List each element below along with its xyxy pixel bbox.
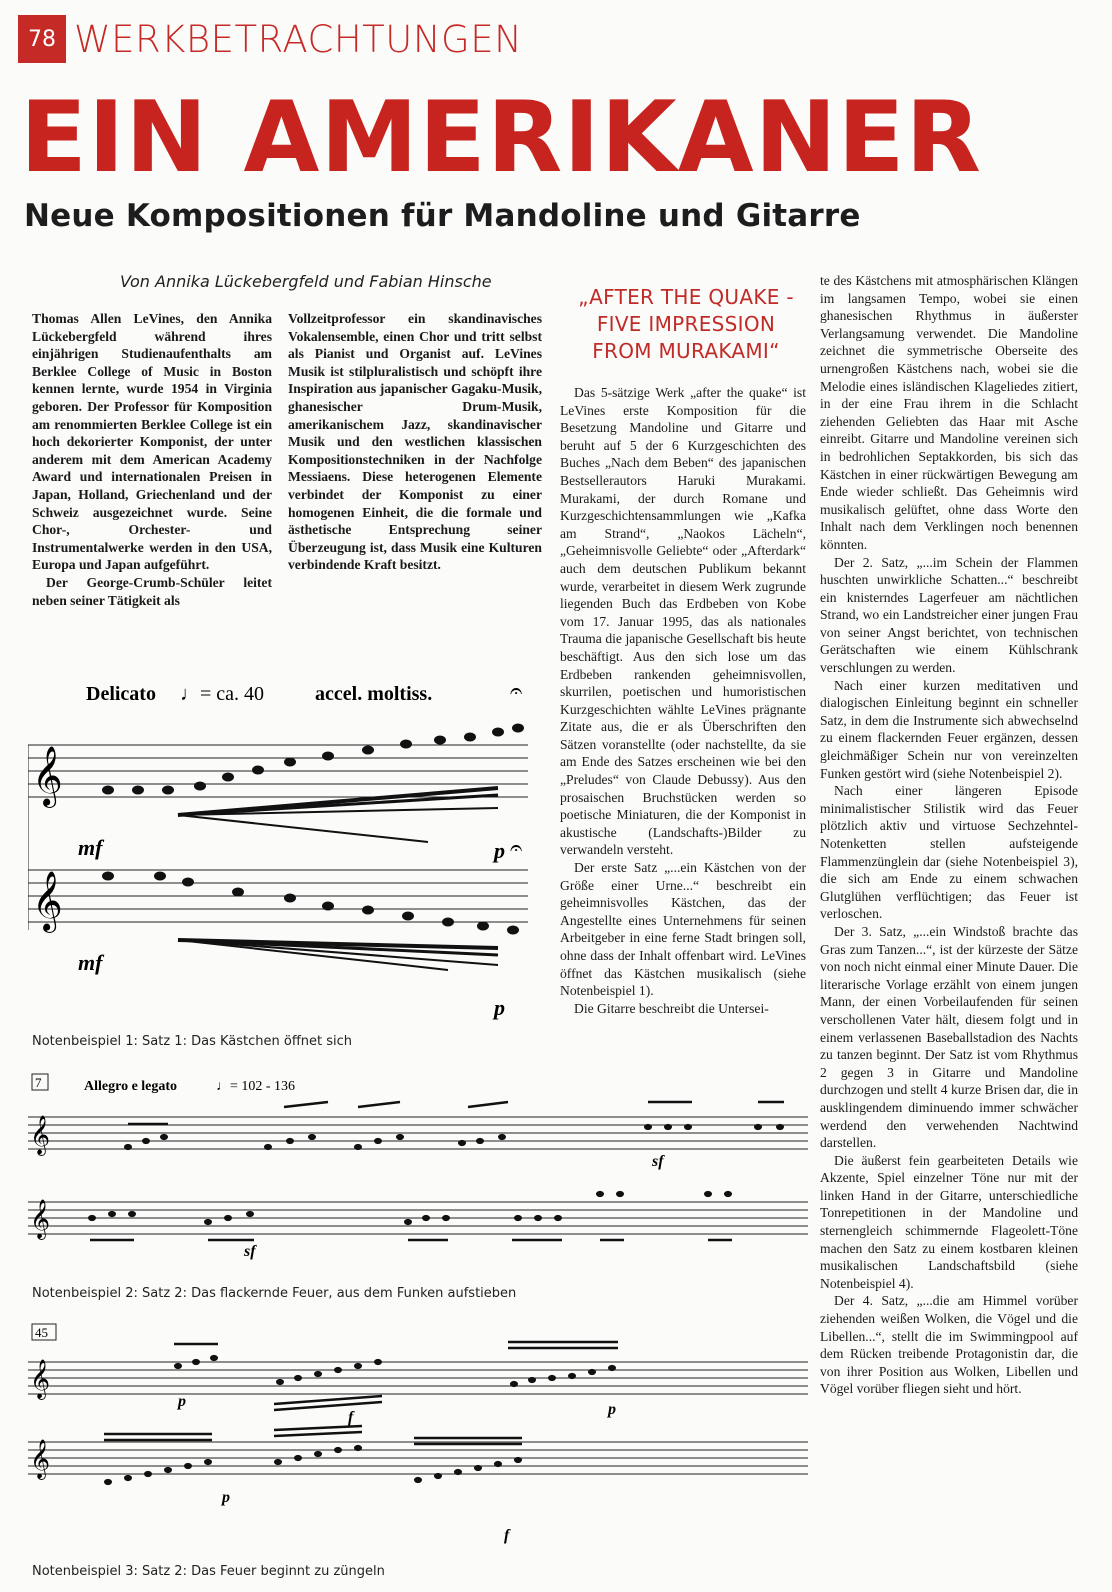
section-heading: „AFTER THE QUAKE - FIVE IMPRESSION FROM MURAKAMI“ bbox=[578, 285, 794, 363]
fermata-icon: 𝄐 bbox=[510, 678, 523, 703]
article-subtitle: Neue Kompositionen für Mandoline und Gitarre bbox=[24, 198, 861, 234]
paragraph: Thomas Allen LeVines, den Annika Lückebergfeld während ihres einjährigen Studienaufenthalts am Berklee College of Music in Boston kennen lernte, wurde 1954 in Virginia geboren. Der Professor für Komposition am renommierten Berklee College ist ein hoch dekorierter Komponist, der unter anderem mit dem American Academy Award und internationalen Preisen in Japan, Holland, Griechenland und der Schweiz ausgezeichnet wurde. Seine Chor-, Orchester- und Instrumentalwerke werden in den USA, Europa und Japan aufgeführt. bbox=[32, 311, 272, 573]
dynamic-marking: sf bbox=[244, 1243, 256, 1260]
caption-example-2: Notenbeispiel 2: Satz 2: Das flackernde Feuer, aus dem Funken aufstieben bbox=[32, 1286, 517, 1301]
dynamic-marking: sf bbox=[652, 1153, 664, 1170]
notes-lower bbox=[89, 1191, 733, 1240]
staff-upper bbox=[28, 745, 528, 930]
paragraph: Vollzeitprofessor ein skandinavisches Vokalensemble, einen Chor und tritt selbst als Pianist und Organist auf. LeVines Musik ist stilpluralistisch und schöpft ihre Inspiration aus japanischer Gagaku-Musik, ghanesischer Drum-Musik, amerikanischem Jazz, skandinavischer Musik und den westlichen klassischen Kompositionstechniken in der Nachfolge Messiaens. Diese heterogenen Elemente verbindet der Komponist zu einer homogenen Einheit, die die formale und ästhetische Entsprechung seiner Überzeugung ist, dass Musik eine Kulturen verbindende Kraft besitzt. bbox=[288, 311, 542, 573]
music-example-2 bbox=[28, 1072, 808, 1282]
notes-upper bbox=[174, 1342, 618, 1410]
paragraph: Die Gitarre beschreibt die Untersei- bbox=[574, 1000, 769, 1016]
tempo-marking: Allegro e legato bbox=[84, 1079, 178, 1094]
staff-upper bbox=[28, 1362, 808, 1394]
paragraph: Der 3. Satz, „...ein Windstoß brachte das Gras zum Tanzen...“, ist der kürzeste der Sätze von noch nicht einmal einer Minute Dauer. Die literarische Vorlage erzählt von einem jungen Mann, der einen Vorbeilaufenden für seinen verschollenen Vater hält, diesem folgt und in einem verlassenen Baseballstadion des Nachts zu tanzen beginnt. Der Satz ist vom Rhythmus 2 gegen 3 in Gitarre und Mandoline durchzogen und stellt 4 kurze Brisen dar, die in ausklingendem diminuendo immer schwächer werdend den verwehenden Nachtwind darstellen. bbox=[820, 923, 1078, 1151]
page-number: 78 bbox=[18, 15, 66, 63]
column-2 bbox=[288, 310, 542, 574]
paragraph: Das 5-sätzige Werk „after the quake“ ist LeVines erste Komposition für die Besetzung Mandoline und Gitarre und beruht auf 5 der 6 Kurzgeschichten des Buches „Nach dem Beben“ des japanischen Bestsellerautors Haruki Murakami. Murakami, der durch Romane und Kurzgeschichtensammlungen wie „Kafka am Strand“, „Naokos Lächeln“, „Geheimnisvolle Geliebte“ oder „Afterdark“ auch dem deutschen Publikum bekannt wurde, verarbeitet in diesem Werk zugrunde liegenden Buch das Erdbeben von Kobe vom 17. Januar 1995, das als nationales Trauma die japanische Gesellschaft bis heute beschäftigt. Aus den sich lose um das Erdbeben rankenden geheimnisvollen, skurrilen, poetischen und humoristischen Kurzgeschichten wählte LeVines prägnante Zitate aus, die er als Überschriften den Sätzen voranstellte (oder nachstellte, da sie am Ende des Satzes erscheinen wie bei den „Preludes“ von Claude Debussy). Aus den prosaischen Bruchstücken werden so poetische Miniaturen, die der Komponist in akustische (Landschafts-)Bilder zu verwandeln versteht. bbox=[560, 385, 806, 858]
measure-number: 45 bbox=[35, 1325, 48, 1340]
notes-upper bbox=[103, 724, 524, 842]
paragraph: Die äußerst fein gearbeiteten Details wie Akzente, Spiel einzelner Töne nur mit der linken Hand in der Gitarre, unterschiedliche Tonrepetitionen in der Mandoline und sternengleich schimmernde Flageolett-Töne machen den Satz zu einem kostbaren kleinen musikalischen Landschaftsbild (siehe Notenbeispiel 4). bbox=[820, 1152, 1078, 1291]
dynamic-marking: p bbox=[222, 1489, 230, 1506]
tempo-marking: Delicato bbox=[86, 683, 156, 705]
treble-clef-icon: 𝄞 bbox=[32, 748, 63, 805]
dynamic-marking: p bbox=[608, 1401, 616, 1418]
staff-upper bbox=[28, 1117, 808, 1149]
music-example-1 bbox=[28, 670, 548, 1030]
paragraph: te des Kästchens mit atmosphärischen Klängen im langsamen Tempo, wobei sie einen ghanesischen Rhythmus in äußerster Verlangsamung verwendet. Die Mandoline zeichnet die symmetrische Oberseite des urnengroßen Kästchens nach, wobei sie die Melodie eines isländischen Klageliedes zitiert, in der eine Frau ihrem in die Schlacht ziehenden Geliebten das Haar mit Asche einreibt. Gitarre und Mandoline vereinen sich in bedrohlichen Septakkorden, bis sich das Kästchen in einer rückwärtigen Bewegung am Ende wieder schließt. Das Geheimnis wird musikalisch gelüftet, ohne dass Worte den Inhalt nach dem Verklingen noch benennen könnten. bbox=[820, 273, 1078, 552]
caption-example-3: Notenbeispiel 3: Satz 2: Das Feuer beginnt zu züngeln bbox=[32, 1564, 385, 1579]
fermata-icon: 𝄐 bbox=[510, 835, 523, 860]
notes-lower bbox=[103, 872, 519, 970]
staff-lower bbox=[28, 1442, 808, 1474]
metronome-marking: ♩= 102 - 136 bbox=[216, 1079, 296, 1094]
metronome-marking: ♩= ca. 40 bbox=[180, 683, 265, 705]
dynamic-marking: f bbox=[348, 1409, 354, 1426]
treble-clef-icon: 𝄞 bbox=[32, 873, 63, 930]
staff-lower bbox=[28, 1202, 808, 1234]
paragraph: Der 2. Satz, „...im Schein der Flammen huschten unwirkliche Schatten...“ beschreibt ein knisterndes Lagerfeuer am nächtlichen Strand, wo ein Landstreicher einer jungen Frau von seiner Angst berichtet, von technischen Gerätschaften wie einem Kühlschrank verschlungen zu werden. bbox=[820, 554, 1078, 676]
dynamic-marking: p bbox=[494, 838, 505, 863]
accel-marking: accel. moltiss. bbox=[315, 683, 433, 705]
column-4 bbox=[820, 272, 1078, 1398]
paragraph: Der erste Satz „...ein Kästchen von der Größe einer Urne...“ beschreibt ein geheimnisvolles Kästchen, das der Angestellte eines Unternehmens für seinen Arbeitgeber in eine ferne Stadt bringen soll, ohne dass der Inhalt offenbart wird. LeVines öffnet das Kästchen musikalisch (siehe Notenbeispiel 1). bbox=[560, 860, 806, 999]
notes-lower bbox=[104, 1426, 522, 1485]
paragraph: Nach einer längeren Episode minimalistischer Stilistik wird das Feuer plötzlich aktiv und virtuose Sechzehntel-Notenketten stellen aufsteigende Flammenzünglein dar (siehe Notenbeispiel 3), die sich am Ende zu einem schwachen Glutglühen verflüchtigen; das Feuer ist verloschen. bbox=[820, 783, 1078, 922]
byline: Von Annika Lückebergfeld und Fabian Hinsche bbox=[120, 272, 492, 291]
treble-clef-icon: 𝄞 bbox=[30, 1117, 51, 1154]
page-header bbox=[18, 14, 522, 64]
notes-upper bbox=[125, 1102, 785, 1150]
paragraph: Der 4. Satz, „...die am Himmel vorüber ziehenden weißen Wolken, die Vögel und die Libellen...“, stellt die im Swimmingpool auf dem Rücken treibende Protagonistin dar, die von ihrer Position aus Wolken, Libellen und Vögel vorüber fliegen sieht und hört. bbox=[820, 1293, 1078, 1397]
section-title: WERKBETRACHTUNGEN bbox=[74, 17, 523, 61]
measure-number: 7 bbox=[35, 1075, 42, 1090]
caption-example-1: Notenbeispiel 1: Satz 1: Das Kästchen öffnet sich bbox=[32, 1034, 353, 1049]
music-example-3 bbox=[28, 1322, 808, 1552]
treble-clef-icon: 𝄞 bbox=[30, 1361, 51, 1398]
column-3 bbox=[560, 384, 806, 1017]
dynamic-marking: mf bbox=[78, 835, 103, 860]
dynamic-marking: p bbox=[494, 995, 505, 1020]
dynamic-marking: p bbox=[178, 1393, 186, 1410]
dynamic-marking: f bbox=[504, 1527, 510, 1544]
dynamic-marking: mf bbox=[78, 950, 103, 975]
article-title: EIN AMERIKANER bbox=[20, 81, 982, 195]
paragraph: Nach einer kurzen meditativen und dialogischen Einleitung beginnt ein schneller Satz, in dem die Instrumente sich abwechselnd zu einem flackernden Feuer ergänzen, dessen gleichmäßiger Schein nur von vereinzelten Funken gestört wird (siehe Notenbeispiel 2). bbox=[820, 677, 1078, 781]
paragraph: Der George-Crumb-Schüler leitet neben seiner Tätigkeit als bbox=[32, 574, 272, 608]
treble-clef-icon: 𝄞 bbox=[30, 1201, 51, 1238]
column-1 bbox=[32, 310, 272, 609]
treble-clef-icon: 𝄞 bbox=[30, 1441, 51, 1478]
